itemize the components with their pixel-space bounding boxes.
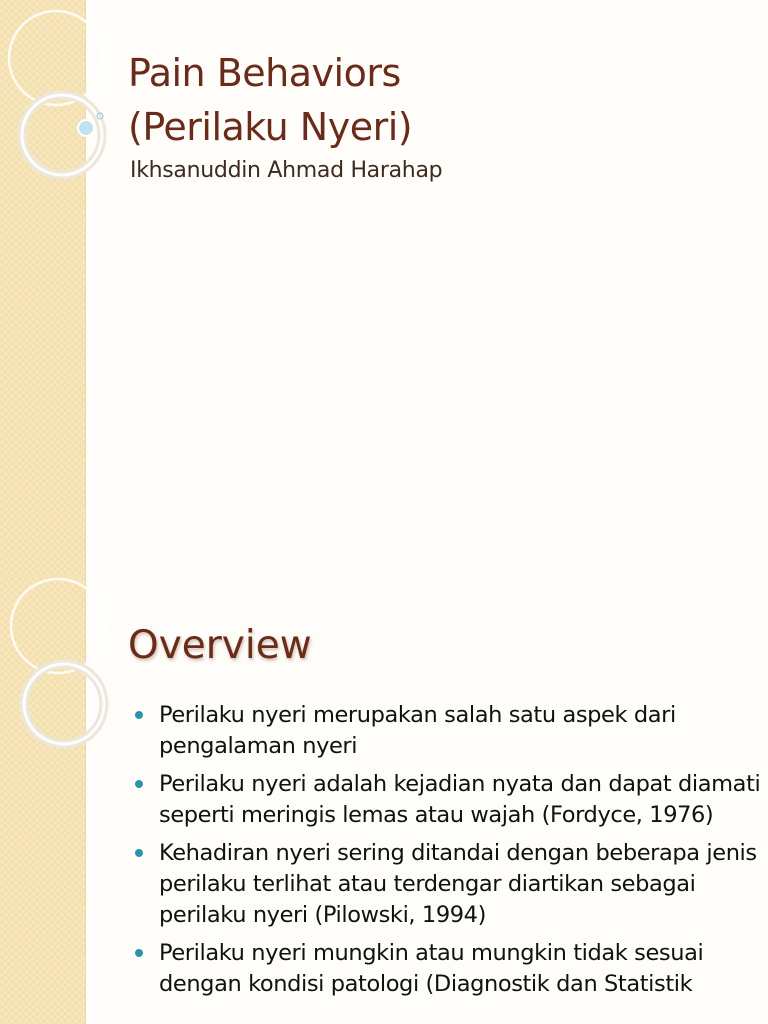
bullet-item [132, 700, 768, 762]
author-subtitle: Ikhsanuddin Ahmad Harahap [130, 158, 443, 183]
ring-thick-highlight [24, 664, 104, 744]
ring-outline [11, 579, 105, 673]
slide-title-heading [128, 46, 412, 154]
ring-outline [9, 11, 103, 105]
bullet-dot-icon [135, 849, 143, 857]
bullet-item [132, 838, 768, 931]
bullet-text: Perilaku nyeri adalah kejadian nyata dan dapat diamati seperti meringis lemas atau wajah (Fordyce, 1976) [159, 771, 761, 828]
decorative-rings [0, 576, 140, 776]
bullet-text: Kehadiran nyeri sering ditandai dengan beberapa jenis perilaku terlihat atau terdengar diartikan sebagai perilaku nyeri (Pilowski, 1994) [159, 840, 757, 928]
decorative-rings [0, 0, 140, 200]
bullet-text: Perilaku nyeri mungkin atau mungkin tidak sesuai dengan kondisi patologi (Diagnostik dan Statistik [159, 940, 704, 997]
bullet-item [132, 938, 768, 1000]
bubble-large [78, 120, 94, 136]
bullet-dot-icon [135, 780, 143, 788]
bullet-item [132, 769, 768, 831]
title-line-2: (Perilaku Nyeri) [128, 105, 413, 149]
overview-heading: Overview [128, 623, 312, 668]
bullet-list [132, 700, 768, 1007]
bullet-dot-icon [135, 711, 143, 719]
bullet-dot-icon [135, 949, 143, 957]
slide-overview [0, 576, 768, 1024]
title-line-1: Pain Behaviors [128, 51, 401, 95]
bullet-text: Perilaku nyeri merupakan salah satu aspek dari pengalaman nyeri [159, 702, 676, 759]
